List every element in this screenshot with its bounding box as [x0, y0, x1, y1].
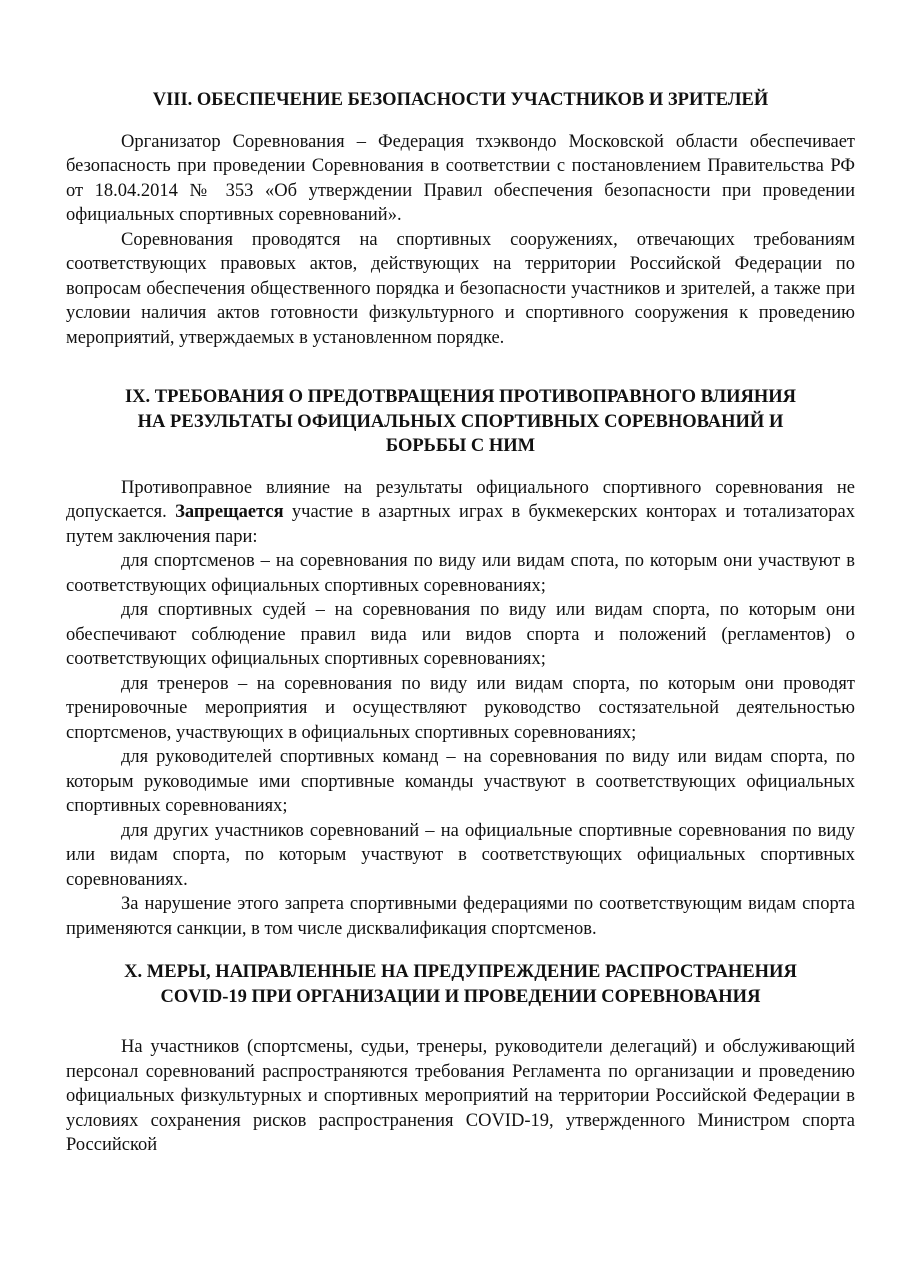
section-10-heading [66, 960, 855, 1009]
section-10-paragraph: На участников (спортсмены, судьи, тренеры, руководители делегаций) и обслуживающий персонал соревнований распространяются требования Регламента по организации и проведению официальных физкультурных и спортивных мероприятий на территории Российской Федерации в условиях сохранения рисков распространения COVID-19, утвержденного Министром спорта Российской [66, 1037, 855, 1155]
section-9-intro-part-1: Противоправное влияние на результаты официального спортивного соревнования не допускается. [66, 477, 855, 522]
section-9-item-other-participants: для других участников соревнований – на официальные спортивные соревнования по виду или видам спорта, по которым участвуют в соответствующих официальных спортивных соревнованиях. [66, 820, 855, 890]
section-8 [66, 88, 855, 350]
section-9-heading-line-2: НА РЕЗУЛЬТАТЫ ОФИЦИАЛЬНЫХ СПОРТИВНЫХ СОРЕВНОВАНИЙ И [137, 411, 784, 432]
section-10 [66, 960, 855, 1158]
section-8-heading: VIII. ОБЕСПЕЧЕНИЕ БЕЗОПАСНОСТИ УЧАСТНИКОВ И ЗРИТЕЛЕЙ [152, 90, 769, 110]
section-8-paragraph-2: Соревнования проводятся на спортивных сооружениях, отвечающих требованиям соответствующих правовых актов, действующих на территории Российской Федерации по вопросам обеспечения общественного порядка и безопасности участников и зрителей, а также при условии наличия актов готовности физкультурного и спортивного сооружения к проведению мероприятий, утверждаемых в установленном порядке. [66, 229, 855, 348]
section-9-heading [66, 385, 855, 459]
section-10-heading-line-2: COVID-19 ПРИ ОРГАНИЗАЦИИ И ПРОВЕДЕНИИ СОРЕВНОВАНИЯ [160, 986, 761, 1007]
section-9-heading-line-1: IX. ТРЕБОВАНИЯ О ПРЕДОТВРАЩЕНИЯ ПРОТИВОПРАВНОГО ВЛИЯНИЯ [124, 387, 796, 407]
section-9-intro [66, 476, 855, 550]
section-9-closing: За нарушение этого запрета спортивными федерациями по соответствующим видам спорта применяются санкции, в том числе дисквалификация спортсменов. [66, 894, 855, 939]
section-9-intro-part-2: участие в азартных играх в букмекерских конторах и тотализаторах путем заключения пари: [66, 502, 855, 547]
section-9 [66, 385, 855, 941]
document-page [66, 88, 855, 1158]
section-9-heading-line-3: БОРЬБЫ С НИМ [385, 436, 536, 456]
section-9-item-coaches: для тренеров – на соревнования по виду или видам спорта, по которым они проводят тренировочные мероприятия и осуществляют руководство состязательной деятельностью спортсменов, участвующих в официальных спортивных соревнованиях; [66, 673, 855, 743]
section-8-paragraph-1: Организатор Соревнования – Федерация тхэквондо Московской области обеспечивает безопасность при проведении Соревнования в соответствии с постановлением Правительства РФ от 18.04.2014 № 353 «Об утверждении Правил обеспечения безопасности при проведении официальных спортивных соревнований». [66, 131, 855, 225]
section-9-item-team-leaders: для руководителей спортивных команд – на соревнования по виду или видам спорта, по которым руководимые ими спортивные команды участвуют в соответствующих официальных спортивных соревнованиях; [66, 747, 855, 816]
section-9-item-judges: для спортивных судей – на соревнования по виду или видам спорта, по которым они обеспечивают соблюдение правил вида или видов спорта и положений (регламентов) о соответствующих официальных спортивных соревнованиях; [66, 600, 855, 669]
section-9-item-athletes: для спортсменов – на соревнования по виду или видам спота, по которым они участвуют в соответствующих официальных спортивных соревнованиях; [66, 551, 855, 596]
section-9-intro-bold: Запрещается [175, 502, 284, 522]
section-10-heading-line-1: X. МЕРЫ, НАПРАВЛЕННЫЕ НА ПРЕДУПРЕЖДЕНИЕ РАСПРОСТРАНЕНИЯ [124, 962, 797, 982]
